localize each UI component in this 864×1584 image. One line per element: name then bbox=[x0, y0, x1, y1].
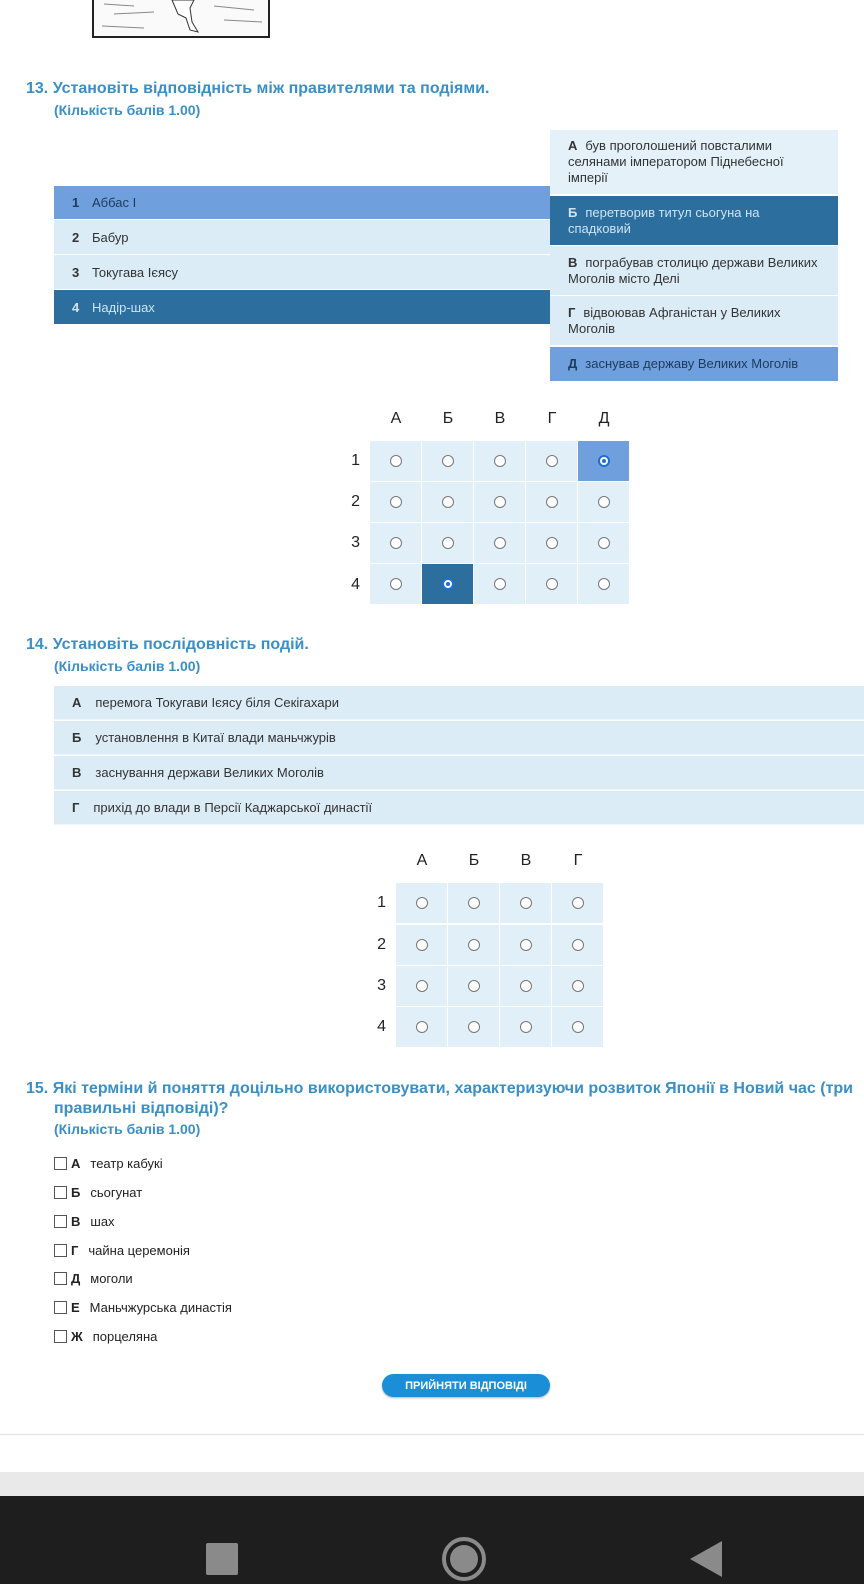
option-text: Маньчжурська династія bbox=[89, 1300, 232, 1315]
grid-cell-3-Г[interactable] bbox=[526, 523, 577, 563]
q13-row-label: 2 bbox=[351, 493, 360, 510]
radio-button[interactable] bbox=[520, 897, 532, 909]
q13-col-header: А bbox=[390, 410, 402, 427]
q13-right-item bbox=[550, 130, 838, 194]
checkbox[interactable] bbox=[54, 1330, 67, 1343]
grid-cell-1-А[interactable] bbox=[370, 441, 421, 481]
radio-button[interactable] bbox=[572, 980, 584, 992]
grid-cell-4-А[interactable] bbox=[370, 564, 421, 604]
radio-button[interactable] bbox=[390, 496, 402, 508]
q14-col-header: В bbox=[520, 852, 532, 869]
grid-cell-1-Б[interactable] bbox=[448, 883, 499, 923]
grid-cell-1-Б[interactable] bbox=[422, 441, 473, 481]
q15-option[interactable] bbox=[54, 1329, 157, 1344]
checkbox[interactable] bbox=[54, 1301, 67, 1314]
item-key: В bbox=[72, 765, 82, 780]
radio-button[interactable] bbox=[546, 578, 558, 590]
item-text: установлення в Китаї влади маньчжурів bbox=[95, 730, 336, 745]
q13-row-label: 4 bbox=[351, 576, 360, 593]
grid-cell-3-В[interactable] bbox=[500, 966, 551, 1006]
radio-button[interactable] bbox=[598, 578, 610, 590]
radio-button[interactable] bbox=[468, 897, 480, 909]
q13-col-header: В bbox=[494, 410, 506, 427]
radio-button[interactable] bbox=[442, 578, 454, 590]
radio-button[interactable] bbox=[520, 939, 532, 951]
grid-cell-3-Г[interactable] bbox=[552, 966, 603, 1006]
grid-cell-4-В[interactable] bbox=[500, 1007, 551, 1047]
question-illustration bbox=[92, 0, 270, 38]
grid-cell-3-Б[interactable] bbox=[448, 966, 499, 1006]
radio-button[interactable] bbox=[572, 897, 584, 909]
item-text: прихід до влади в Персії Каджарської династії bbox=[93, 800, 373, 815]
radio-button[interactable] bbox=[468, 980, 480, 992]
q15-title-line2: правильні відповіді)? bbox=[54, 1100, 229, 1117]
grid-cell-4-Г[interactable] bbox=[552, 1007, 603, 1047]
q13-col-header: Д bbox=[598, 410, 610, 427]
option-text: шах bbox=[90, 1214, 115, 1229]
q15-option[interactable] bbox=[54, 1271, 133, 1286]
radio-button[interactable] bbox=[546, 496, 558, 508]
back-icon[interactable] bbox=[690, 1541, 722, 1577]
option-text: чайна церемонія bbox=[88, 1243, 190, 1258]
q14-item bbox=[54, 756, 864, 790]
divider bbox=[0, 1434, 864, 1435]
item-key: В bbox=[568, 254, 578, 270]
q14-col-header: Г bbox=[573, 852, 583, 869]
q13-points: (Кількість балів 1.00) bbox=[54, 102, 201, 118]
q14-item bbox=[54, 686, 864, 720]
q13-row-label: 3 bbox=[351, 534, 360, 551]
q14-row-label: 2 bbox=[377, 936, 386, 953]
radio-button[interactable] bbox=[416, 897, 428, 909]
q14-row-label: 3 bbox=[377, 977, 386, 994]
item-key: Б bbox=[568, 204, 578, 220]
grid-cell-3-А[interactable] bbox=[396, 966, 447, 1006]
recent-apps-icon[interactable] bbox=[206, 1543, 238, 1575]
radio-button[interactable] bbox=[468, 939, 480, 951]
q15-option[interactable] bbox=[54, 1214, 115, 1229]
q13-title: 13. Установіть відповідність між правителями та подіями. bbox=[26, 80, 490, 97]
q14-col-header: А bbox=[416, 852, 428, 869]
option-key: В bbox=[71, 1214, 81, 1229]
item-key: 3 bbox=[72, 264, 80, 280]
q14-row-label: 4 bbox=[377, 1018, 386, 1035]
item-text: перетворив титул сьогуна на спадковий bbox=[568, 204, 760, 236]
grid-cell-4-Б[interactable] bbox=[448, 1007, 499, 1047]
grid-cell-1-А[interactable] bbox=[396, 883, 447, 923]
grid-cell-3-В[interactable] bbox=[474, 523, 525, 563]
radio-button[interactable] bbox=[598, 455, 610, 467]
radio-button[interactable] bbox=[416, 939, 428, 951]
q15-points: (Кількість балів 1.00) bbox=[54, 1121, 201, 1137]
radio-button[interactable] bbox=[572, 1021, 584, 1033]
q14-title: 14. Установіть послідовність подій. bbox=[26, 636, 309, 653]
system-nav-bar bbox=[0, 1496, 864, 1584]
radio-button[interactable] bbox=[494, 455, 506, 467]
checkbox[interactable] bbox=[54, 1157, 67, 1170]
radio-button[interactable] bbox=[390, 537, 402, 549]
radio-button[interactable] bbox=[572, 939, 584, 951]
radio-button[interactable] bbox=[598, 496, 610, 508]
item-text: Токугава Ієясу bbox=[92, 264, 179, 280]
item-key: А bbox=[72, 695, 82, 710]
page-footer bbox=[0, 1472, 864, 1496]
item-text: Надір-шах bbox=[92, 299, 155, 315]
option-key: Д bbox=[71, 1271, 81, 1286]
option-key: Г bbox=[71, 1243, 79, 1258]
item-key: 4 bbox=[72, 299, 80, 315]
item-text: був проголошений повсталими селянами імператором Піднебесної імперії bbox=[568, 138, 784, 185]
q14-points: (Кількість балів 1.00) bbox=[54, 658, 201, 674]
grid-cell-2-Б[interactable] bbox=[422, 482, 473, 522]
option-key: Е bbox=[71, 1300, 80, 1315]
option-text: сьогунат bbox=[90, 1185, 143, 1200]
item-text: заснував державу Великих Моголів bbox=[585, 356, 799, 371]
radio-button[interactable] bbox=[546, 537, 558, 549]
grid-cell-1-Г[interactable] bbox=[526, 441, 577, 481]
q13-left-item bbox=[54, 290, 550, 324]
item-key: Г bbox=[72, 800, 80, 815]
q13-left-item bbox=[54, 255, 550, 289]
grid-cell-4-В[interactable] bbox=[474, 564, 525, 604]
radio-button[interactable] bbox=[520, 1021, 532, 1033]
grid-cell-3-Д[interactable] bbox=[578, 523, 629, 563]
submit-answers-button[interactable]: ПРИЙНЯТИ ВІДПОВІДІ bbox=[382, 1374, 550, 1397]
radio-button[interactable] bbox=[390, 578, 402, 590]
item-text: Бабур bbox=[92, 229, 129, 245]
q13-right-item bbox=[550, 196, 838, 245]
option-text: моголи bbox=[90, 1271, 133, 1286]
checkbox[interactable] bbox=[54, 1186, 67, 1199]
q14-row-label: 1 bbox=[377, 894, 386, 911]
q15-option[interactable] bbox=[54, 1185, 142, 1200]
radio-button[interactable] bbox=[598, 537, 610, 549]
q13-right-item bbox=[550, 246, 838, 295]
grid-cell-2-А[interactable] bbox=[396, 925, 447, 965]
grid-cell-4-Д[interactable] bbox=[578, 564, 629, 604]
item-key: Г bbox=[568, 304, 576, 320]
grid-cell-1-Г[interactable] bbox=[552, 883, 603, 923]
grid-cell-3-А[interactable] bbox=[370, 523, 421, 563]
option-key: А bbox=[71, 1156, 81, 1171]
grid-cell-2-Г[interactable] bbox=[552, 925, 603, 965]
item-key: 2 bbox=[72, 229, 80, 245]
item-key: 1 bbox=[72, 195, 80, 210]
q13-left-item bbox=[54, 186, 550, 219]
radio-button[interactable] bbox=[442, 537, 454, 549]
item-text: відвоював Афганістан у Великих Моголів bbox=[568, 304, 781, 336]
item-key: Б bbox=[72, 730, 82, 745]
checkbox[interactable] bbox=[54, 1215, 67, 1228]
grid-cell-2-Д[interactable] bbox=[578, 482, 629, 522]
q14-col-header: Б bbox=[468, 852, 480, 869]
radio-button[interactable] bbox=[494, 578, 506, 590]
item-text: перемога Токугави Ієясу біля Секігахари bbox=[95, 695, 339, 710]
grid-cell-1-В[interactable] bbox=[474, 441, 525, 481]
grid-cell-4-Г[interactable] bbox=[526, 564, 577, 604]
option-key: Ж bbox=[71, 1329, 83, 1344]
radio-button[interactable] bbox=[468, 1021, 480, 1033]
grid-cell-2-Б[interactable] bbox=[448, 925, 499, 965]
q15-option[interactable] bbox=[54, 1243, 190, 1258]
grid-cell-2-В[interactable] bbox=[474, 482, 525, 522]
option-text: порцеляна bbox=[92, 1329, 158, 1344]
q15-option[interactable] bbox=[54, 1300, 232, 1315]
q13-left-item bbox=[54, 220, 550, 254]
radio-button[interactable] bbox=[546, 455, 558, 467]
grid-cell-2-А[interactable] bbox=[370, 482, 421, 522]
item-text: Аббас І bbox=[92, 195, 137, 210]
grid-cell-2-Г[interactable] bbox=[526, 482, 577, 522]
grid-cell-2-В[interactable] bbox=[500, 925, 551, 965]
checkbox[interactable] bbox=[54, 1244, 67, 1257]
radio-button[interactable] bbox=[494, 496, 506, 508]
q15-option[interactable] bbox=[54, 1156, 163, 1171]
item-key: А bbox=[568, 138, 578, 153]
q13-right-item bbox=[550, 296, 838, 345]
item-key: Д bbox=[568, 356, 578, 371]
item-text: пограбував столицю держави Великих Моголів місто Делі bbox=[568, 254, 818, 286]
radio-button[interactable] bbox=[416, 1021, 428, 1033]
radio-button[interactable] bbox=[442, 496, 454, 508]
option-text: театр кабукі bbox=[90, 1156, 163, 1171]
option-key: Б bbox=[71, 1185, 81, 1200]
radio-button[interactable] bbox=[494, 537, 506, 549]
q13-col-header: Б bbox=[442, 410, 454, 427]
checkbox[interactable] bbox=[54, 1272, 67, 1285]
radio-button[interactable] bbox=[390, 455, 402, 467]
radio-button[interactable] bbox=[520, 980, 532, 992]
grid-cell-3-Б[interactable] bbox=[422, 523, 473, 563]
item-text: заснування держави Великих Моголів bbox=[95, 765, 324, 780]
grid-cell-4-Б[interactable] bbox=[422, 564, 473, 604]
radio-button[interactable] bbox=[416, 980, 428, 992]
radio-button[interactable] bbox=[442, 455, 454, 467]
q13-row-label: 1 bbox=[351, 452, 360, 469]
q13-right-item bbox=[550, 347, 838, 381]
q14-item bbox=[54, 721, 864, 755]
grid-cell-1-В[interactable] bbox=[500, 883, 551, 923]
home-icon-inner bbox=[450, 1545, 478, 1573]
q15-title-line1: 15. Які терміни й поняття доцільно використовувати, характеризуючи розвиток Японії в Новий час (три bbox=[26, 1080, 854, 1097]
grid-cell-1-Д[interactable] bbox=[578, 441, 629, 481]
q13-col-header: Г bbox=[547, 410, 557, 427]
grid-cell-4-А[interactable] bbox=[396, 1007, 447, 1047]
q14-item bbox=[54, 791, 864, 825]
